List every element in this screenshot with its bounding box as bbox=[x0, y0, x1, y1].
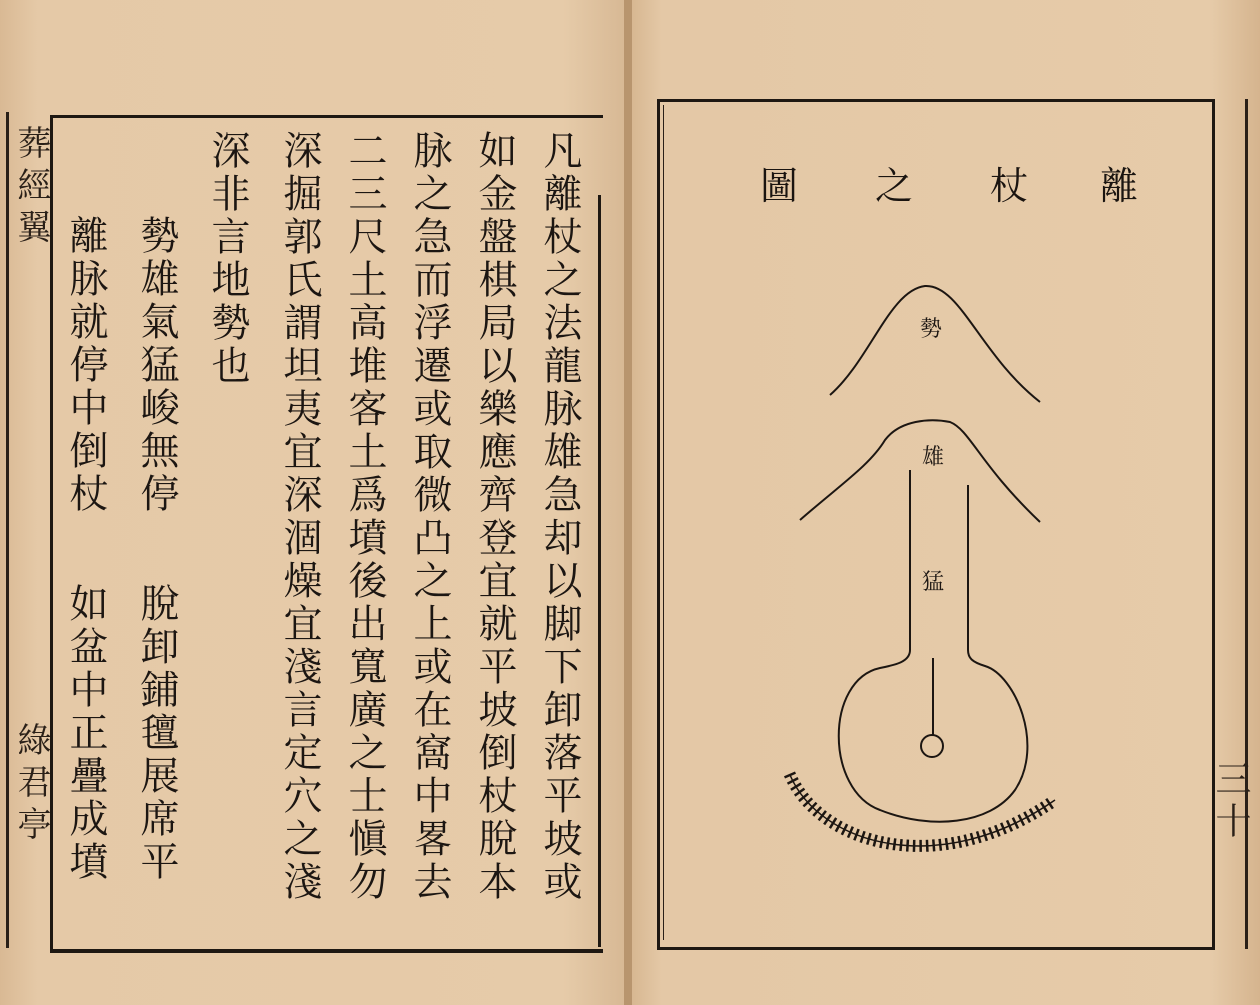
hatch-mark bbox=[940, 839, 941, 851]
title-char: 圖 bbox=[760, 164, 799, 208]
title-char: 杖 bbox=[990, 164, 1029, 208]
mountain-arc-top bbox=[830, 286, 1040, 402]
label-middle: 雄 bbox=[922, 445, 945, 470]
hatch-mark bbox=[791, 783, 801, 789]
text-column-1: 凡離杖之法龍脉雄急却以脚下卸落平坡或 bbox=[537, 130, 582, 904]
title-char: 之 bbox=[875, 164, 914, 208]
hatch-mark bbox=[1013, 818, 1018, 829]
hatch-mark bbox=[952, 837, 954, 849]
title-char: 離 bbox=[1100, 164, 1139, 208]
annotation-2-upper: 離脉就停中倒杖 bbox=[63, 215, 108, 516]
margin-title: 葬經翼 bbox=[11, 125, 51, 251]
hatch-mark bbox=[842, 824, 847, 835]
annotation-1-lower: 脫卸鋪氊展席平 bbox=[134, 583, 179, 884]
hatch-mark bbox=[933, 839, 934, 851]
hatch-mark bbox=[977, 831, 980, 843]
text-column-6: 深非言地勢也 bbox=[205, 130, 250, 388]
hatch-mark bbox=[1024, 812, 1030, 823]
text-frame-left-rule bbox=[598, 195, 601, 947]
hatch-mark bbox=[1035, 806, 1041, 816]
book-gutter bbox=[624, 0, 632, 1005]
staff-point bbox=[921, 735, 943, 757]
hatch-mark bbox=[1019, 815, 1024, 826]
hatch-mark bbox=[1041, 802, 1047, 812]
hatch-mark bbox=[795, 789, 805, 796]
ground-hatches bbox=[784, 773, 1055, 852]
label-lower: 猛 bbox=[922, 570, 945, 595]
hatch-mark bbox=[887, 837, 889, 849]
text-frame-left bbox=[50, 115, 603, 953]
hatch-mark bbox=[824, 815, 831, 825]
annotation-2-lower: 如盆中正疊成墳 bbox=[63, 583, 108, 884]
page-number: 三十 bbox=[1210, 760, 1251, 844]
margin-rule bbox=[6, 112, 9, 948]
hatch-mark bbox=[787, 778, 798, 784]
hatch-mark bbox=[836, 821, 842, 832]
hatch-mark bbox=[907, 840, 908, 852]
hatch-mark bbox=[894, 838, 896, 850]
hatch-mark bbox=[799, 794, 808, 802]
hatch-mark bbox=[819, 811, 826, 821]
hatch-mark bbox=[958, 836, 960, 848]
text-column-2: 如金盤棋局以樂應齊登宜就平坡倒杖脫本 bbox=[472, 130, 517, 904]
hatch-mark bbox=[900, 839, 901, 851]
hatch-mark bbox=[874, 835, 877, 847]
diagram-title bbox=[745, 155, 1139, 208]
hatch-mark bbox=[1046, 799, 1053, 809]
hatched-ground-arc bbox=[790, 775, 1055, 846]
text-column-5: 深掘郭氏謂坦夷宜深涸燥宜淺言定穴之淺 bbox=[277, 130, 322, 904]
hatch-mark bbox=[927, 840, 928, 852]
margin-publisher: 綠君亭 bbox=[11, 722, 51, 848]
text-column-3: 脉之急而浮遷或取微凸之上或在窩中畧去 bbox=[407, 130, 452, 904]
hatch-mark bbox=[867, 833, 870, 845]
text-column-4: 二三尺土高堆客土爲墳後出寬廣之士愼勿 bbox=[342, 130, 387, 904]
hatch-mark bbox=[830, 818, 836, 828]
label-top: 勢 bbox=[920, 317, 943, 342]
annotation-1-upper: 勢雄氣猛峻無停 bbox=[134, 215, 179, 516]
mountain-arc-body bbox=[800, 420, 1040, 522]
hatch-mark bbox=[946, 838, 948, 850]
hatch-mark bbox=[971, 833, 974, 845]
hatch-mark bbox=[983, 830, 987, 841]
hatch-mark bbox=[880, 836, 882, 848]
hatch-mark bbox=[1030, 809, 1036, 819]
hatch-mark bbox=[965, 835, 968, 847]
